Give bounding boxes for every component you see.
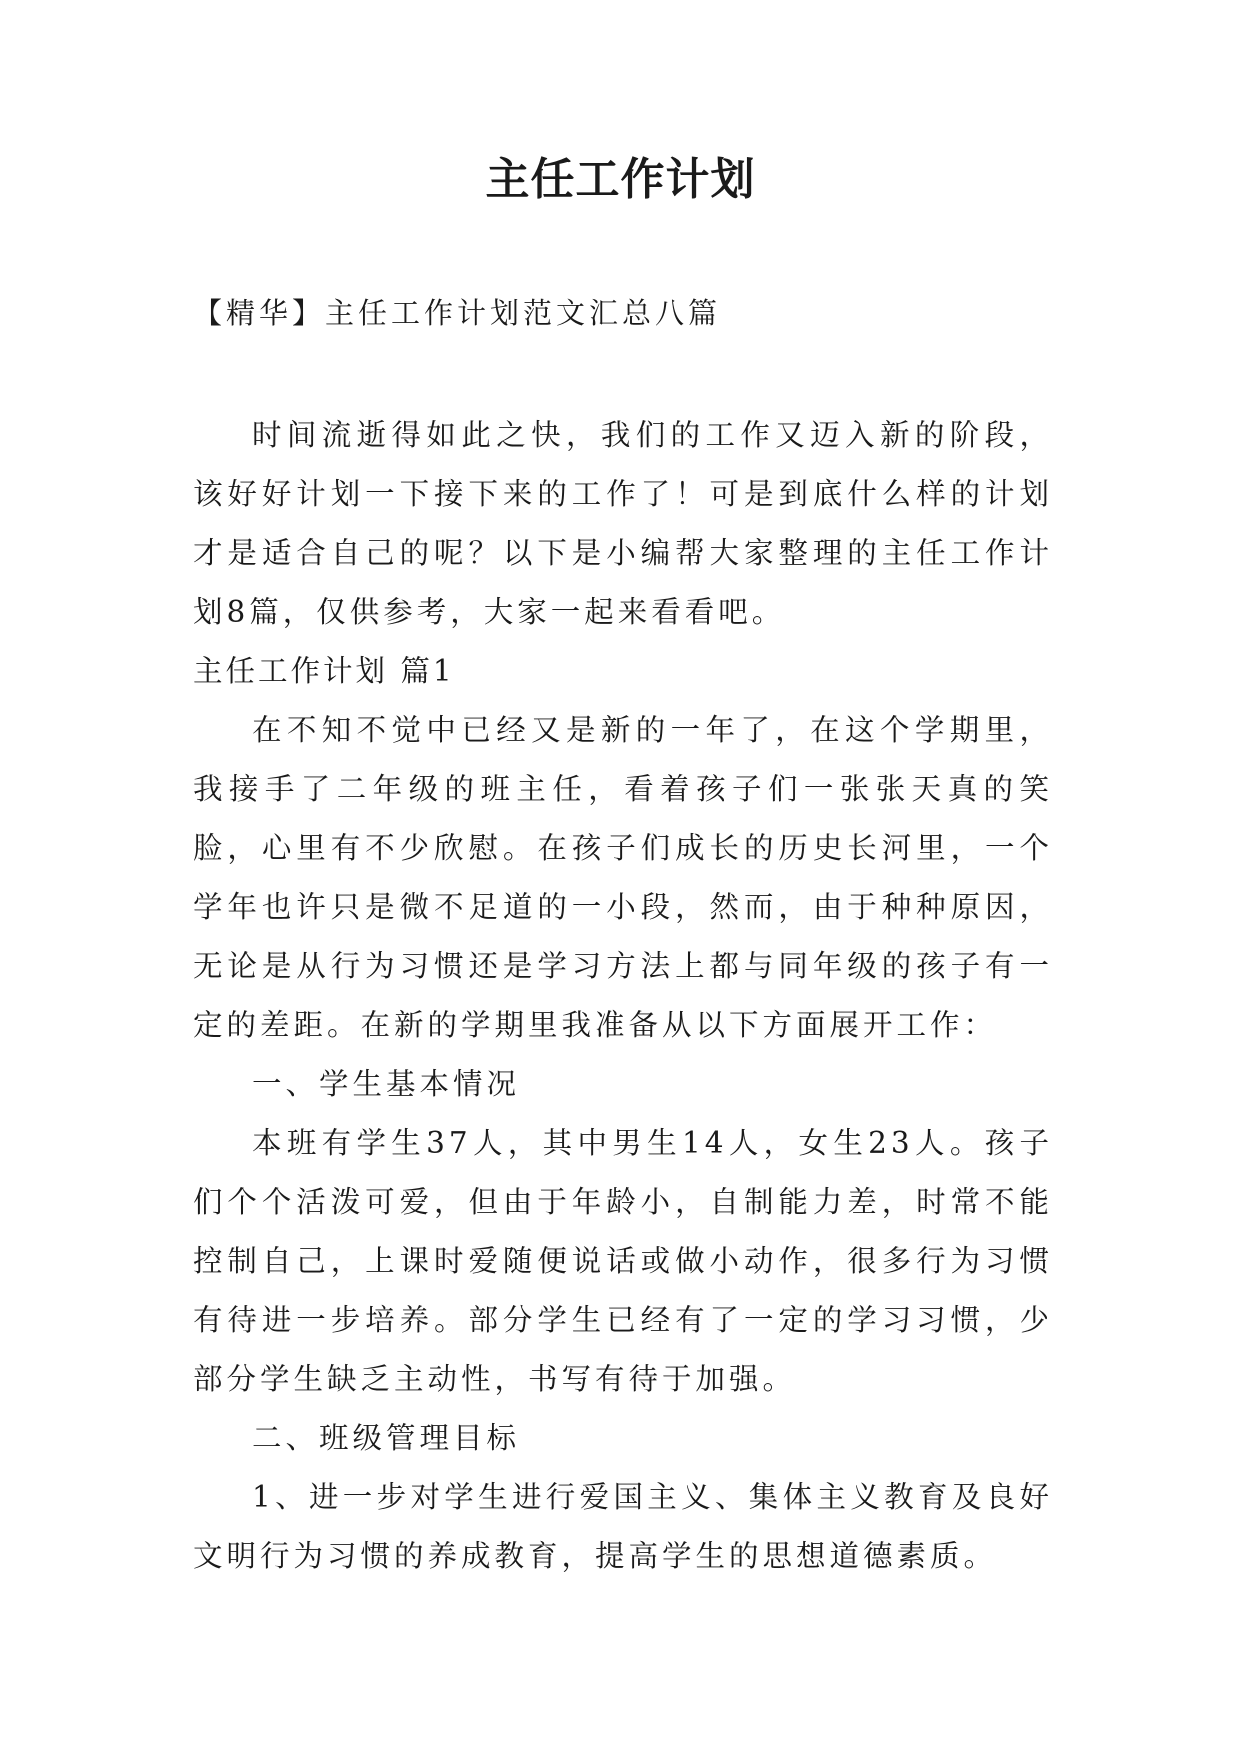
subsection-heading: 一、学生基本情况 [252, 1067, 521, 1101]
body-paragraph: 本班有学生37人，其中男生14人，女生23人。孩子们个个活泼可爱，但由于年龄小，自制能力差，时常不能控制自己，上课时爱随便说话或做小动作，很多行为习惯有待进一步培养。部分学生已经有了一定的学习习惯，少部分学生缺乏主动性，书写有待于加强。 [193, 1126, 1053, 1396]
document-subtitle: 【精华】主任工作计划范文汇总八篇 [193, 296, 722, 330]
list-item-paragraph: 1、进一步对学生进行爱国主义、集体主义教育及良好文明行为习惯的养成教育，提高学生的思想道德素质。 [193, 1480, 1053, 1573]
intro-paragraph: 时间流逝得如此之快，我们的工作又迈入新的阶段，该好好计划一下接下来的工作了！可是到底什么样的计划才是适合自己的呢？以下是小编帮大家整理的主任工作计划8篇，仅供参考，大家一起来看看吧。 [193, 418, 1053, 629]
subsection-heading: 二、班级管理目标 [252, 1421, 521, 1455]
section-heading: 主任工作计划 篇1 [193, 654, 455, 688]
document-title: 主任工作计划 [485, 154, 756, 205]
document-body [193, 406, 1053, 1586]
body-paragraph: 在不知不觉中已经又是新的一年了，在这个学期里，我接手了二年级的班主任，看着孩子们一张张天真的笑脸，心里有不少欣慰。在孩子们成长的历史长河里，一个学年也许只是微不足道的一小段，然而，由于种种原因，无论是从行为习惯还是学习方法上都与同年级的孩子有一定的差距。在新的学期里我准备从以下方面展开工作： [193, 713, 1053, 1042]
